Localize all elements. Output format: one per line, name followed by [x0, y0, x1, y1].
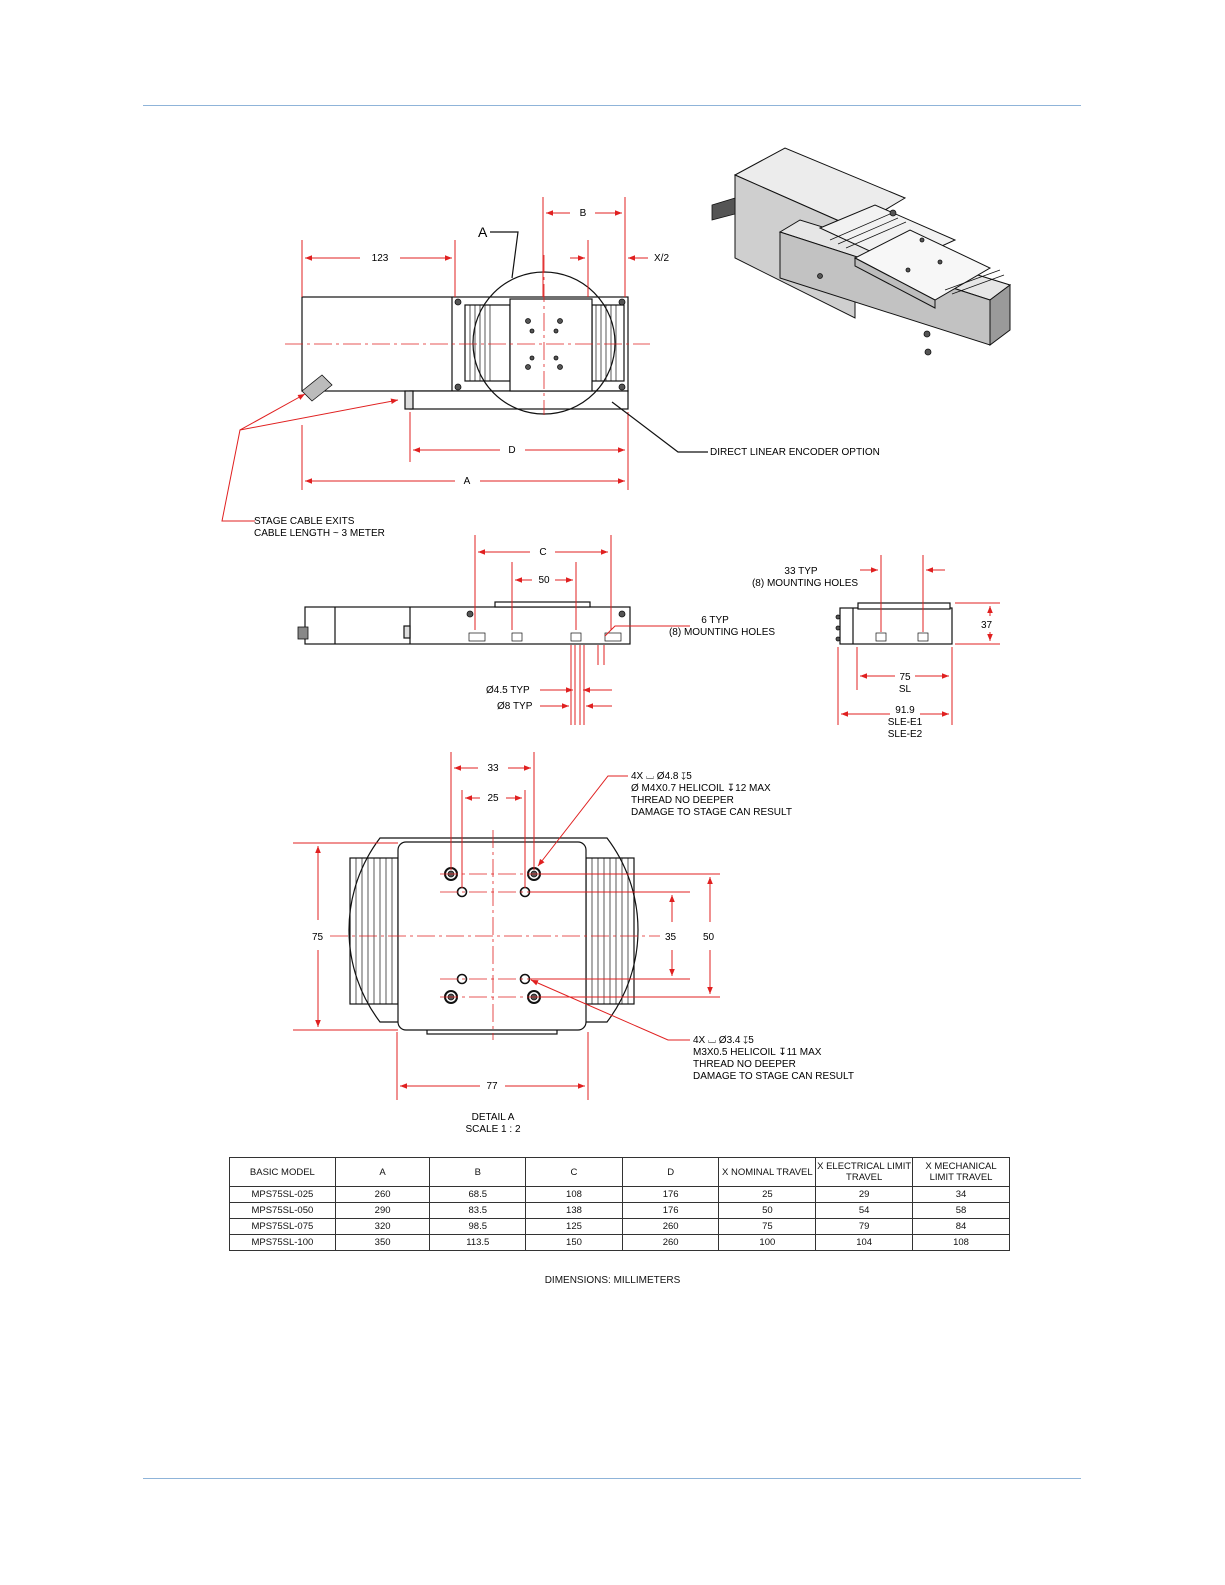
table-cell: MPS75SL-075 [230, 1219, 336, 1235]
table-cell: 98.5 [430, 1219, 526, 1235]
dim-123: 123 [371, 253, 389, 264]
hole-note-top-3: THREAD NO DEEPER [631, 795, 734, 806]
table-cell: 79 [816, 1219, 913, 1235]
table-cell: 84 [913, 1219, 1010, 1235]
side-holes-note: (8) MOUNTING HOLES [668, 627, 776, 638]
table-header: D [622, 1158, 719, 1187]
dim-SL: SL [898, 684, 912, 695]
dim-det-77: 77 [486, 1081, 498, 1092]
side-view [298, 602, 630, 644]
dim-phi45: Ø4.5 TYP [486, 685, 530, 696]
hole-note-bot-4: DAMAGE TO STAGE CAN RESULT [693, 1071, 854, 1082]
table-cell: 29 [816, 1187, 913, 1203]
cable-note-1: STAGE CABLE EXITS [254, 516, 355, 527]
table-header: B [430, 1158, 526, 1187]
top-view [285, 255, 650, 415]
table-cell: 260 [335, 1187, 430, 1203]
detail-callout-A: A [478, 224, 488, 240]
table-cell: MPS75SL-025 [230, 1187, 336, 1203]
table-cell: 75 [719, 1219, 816, 1235]
table-cell: 83.5 [430, 1203, 526, 1219]
table-cell: 108 [526, 1187, 623, 1203]
hole-note-bot-1: 4X ⌴ Ø3.4 ↧5 [693, 1035, 754, 1046]
hole-note-bot-2: M3X0.5 HELICOIL ↧11 MAX [693, 1047, 822, 1058]
table-cell: 50 [719, 1203, 816, 1219]
table-header: A [335, 1158, 430, 1187]
end-holes-note: (8) MOUNTING HOLES [751, 578, 859, 589]
units-note: DIMENSIONS: MILLIMETERS [544, 1275, 681, 1286]
dim-B: B [579, 208, 587, 219]
table-cell: 104 [816, 1235, 913, 1251]
end-view-dimensions [752, 555, 1000, 740]
table-cell: 260 [622, 1219, 719, 1235]
detail-title: DETAIL A [471, 1112, 515, 1123]
table-cell: 290 [335, 1203, 430, 1219]
table-cell: 320 [335, 1219, 430, 1235]
isometric-view [712, 148, 1010, 355]
table-cell: 108 [913, 1235, 1010, 1251]
dim-91-9: 91.9 [895, 705, 915, 716]
encoder-note: DIRECT LINEAR ENCODER OPTION [710, 447, 880, 458]
table-cell: 125 [526, 1219, 623, 1235]
table-cell: MPS75SL-100 [230, 1235, 336, 1251]
table-row [230, 1187, 1010, 1203]
dim-C: C [539, 547, 547, 558]
dim-SLE-E1: SLE-E1 [887, 717, 923, 728]
table-cell: 113.5 [430, 1235, 526, 1251]
table-cell: 54 [816, 1203, 913, 1219]
dim-det-75: 75 [312, 932, 324, 943]
table-row [230, 1219, 1010, 1235]
dim-50: 50 [538, 575, 550, 586]
table-row [230, 1235, 1010, 1251]
table-cell: 350 [335, 1235, 430, 1251]
table-row [230, 1203, 1010, 1219]
dim-phi8: Ø8 TYP [497, 701, 533, 712]
dim-det-50: 50 [703, 932, 715, 943]
hole-note-bot-3: THREAD NO DEEPER [693, 1059, 796, 1070]
hole-note-top-4: DAMAGE TO STAGE CAN RESULT [631, 807, 792, 818]
dim-SLE-E2: SLE-E2 [887, 729, 923, 740]
table-header: X MECHANICAL LIMIT TRAVEL [913, 1158, 1010, 1187]
table-cell: 100 [719, 1235, 816, 1251]
table-cell: 176 [622, 1187, 719, 1203]
table-cell: 150 [526, 1235, 623, 1251]
dim-X2: X/2 [654, 253, 670, 264]
detail-scale: SCALE 1 : 2 [465, 1124, 521, 1135]
table-cell: 176 [622, 1203, 719, 1219]
table-header: C [526, 1158, 623, 1187]
dim-A: A [463, 476, 471, 487]
dim-D: D [508, 445, 516, 456]
dim-det-35: 35 [665, 932, 677, 943]
detail-a-view [330, 830, 660, 1040]
model-dimension-table [229, 1157, 1010, 1251]
table-cell: 260 [622, 1235, 719, 1251]
dim-6typ: 6 TYP [701, 615, 729, 626]
table-header: X NOMINAL TRAVEL [719, 1158, 816, 1187]
table-cell: MPS75SL-050 [230, 1203, 336, 1219]
dim-37: 37 [981, 620, 993, 631]
hole-note-top-1: 4X ⌴ Ø4.8 ↧5 [631, 771, 692, 782]
end-view [836, 603, 952, 644]
table-cell: 58 [913, 1203, 1010, 1219]
table-header: BASIC MODEL [230, 1158, 336, 1187]
table-cell: 25 [719, 1187, 816, 1203]
footer-rule [143, 1478, 1081, 1479]
table-cell: 138 [526, 1203, 623, 1219]
table-header: X ELECTRICAL LIMIT TRAVEL [816, 1158, 913, 1187]
table-cell: 68.5 [430, 1187, 526, 1203]
dim-det-25: 25 [487, 793, 499, 804]
dim-33typ: 33 TYP [784, 566, 818, 577]
hole-note-top-2: Ø M4X0.7 HELICOIL ↧12 MAX [631, 783, 771, 794]
cable-note-2: CABLE LENGTH ~ 3 METER [254, 528, 385, 539]
table-cell: 34 [913, 1187, 1010, 1203]
dim-det-33: 33 [487, 763, 499, 774]
dim-75: 75 [899, 672, 911, 683]
table-header-row [230, 1158, 1010, 1187]
